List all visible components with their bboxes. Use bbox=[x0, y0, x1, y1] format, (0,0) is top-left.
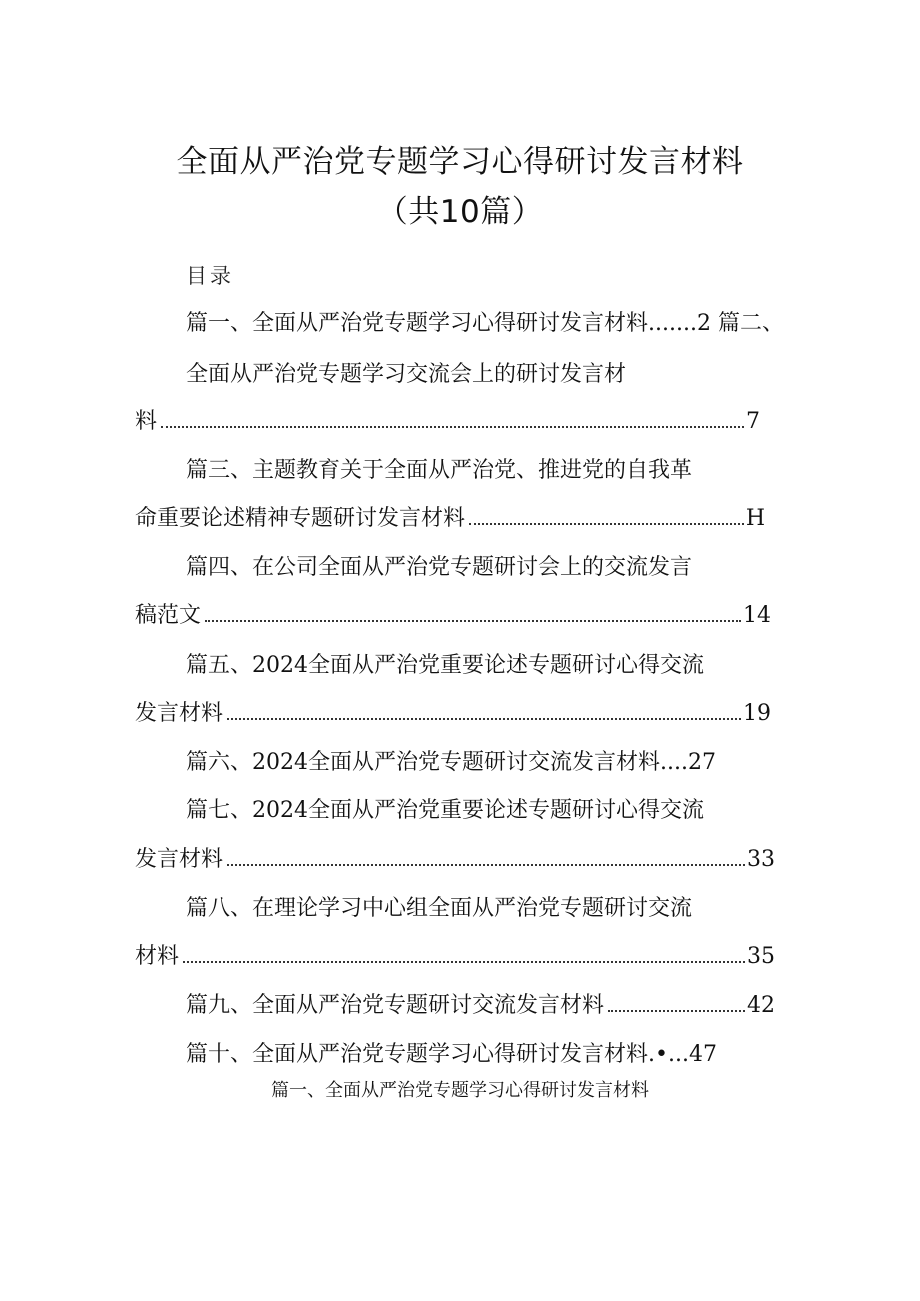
toc-entry-5-line1: 篇五、2024全面从严治党重要论述专题研讨心得交流 bbox=[186, 653, 704, 678]
toc-entry-7-line2 bbox=[135, 845, 775, 875]
document-subtitle: （共10篇） bbox=[376, 194, 544, 230]
toc-entry-6: 篇六、2024全面从严治党专题研讨交流发言材料....27 bbox=[186, 750, 716, 775]
toc-entry-7-line1: 篇七、2024全面从严治党重要论述专题研讨心得交流 bbox=[186, 798, 704, 823]
document-title: 全面从严治党专题学习心得研讨发言材料 bbox=[176, 144, 744, 180]
toc-entry-2-text: 料 bbox=[135, 409, 158, 434]
section-heading: 篇一、全面从严治党专题学习心得研讨发言材料 bbox=[271, 1080, 649, 1101]
dot-leader bbox=[227, 718, 741, 720]
toc-entry-3-text: 命重要论述精神专题研讨发言材料 bbox=[135, 506, 466, 531]
toc-entry-3-line1: 篇三、主题教育关于全面从严治党、推进党的自我革 bbox=[186, 458, 693, 483]
toc-entry-2-line1: 全面从严治党专题学习交流会上的研讨发言材 bbox=[186, 362, 627, 387]
dot-leader bbox=[205, 620, 741, 622]
toc-entry-8-line2 bbox=[135, 942, 775, 972]
dot-leader bbox=[469, 523, 744, 525]
toc-entry-3-line2 bbox=[135, 504, 765, 534]
toc-entry-3-page: H bbox=[745, 506, 765, 531]
toc-entry-5-page: 19 bbox=[743, 701, 771, 726]
dot-leader bbox=[161, 426, 744, 428]
toc-entry-7-page: 33 bbox=[747, 847, 775, 872]
toc-entry-2-page: 7 bbox=[746, 409, 760, 434]
toc-entry-9 bbox=[186, 991, 775, 1021]
dot-leader bbox=[183, 961, 745, 963]
toc-entry-4-line2 bbox=[135, 601, 771, 631]
toc-entry-7-text: 发言材料 bbox=[135, 847, 224, 872]
toc-entry-1: 篇一、全面从严治党专题学习心得研讨发言材料.......2 篇二、 bbox=[186, 311, 784, 336]
toc-entry-8-text: 材料 bbox=[135, 944, 180, 969]
toc-entry-9-text: 篇九、全面从严治党专题研讨交流发言材料 bbox=[186, 993, 605, 1018]
toc-entry-8-line1: 篇八、在理论学习中心组全面从严治党专题研讨交流 bbox=[186, 896, 693, 921]
toc-entry-10: 篇十、全面从严治党专题学习心得研讨发言材料.•...47 bbox=[186, 1042, 717, 1067]
toc-entry-2-line2 bbox=[135, 407, 760, 437]
toc-entry-4-text: 稿范文 bbox=[135, 603, 202, 628]
toc-entry-5-line2 bbox=[135, 699, 771, 729]
toc-entry-4-page: 14 bbox=[743, 603, 771, 628]
toc-entry-9-page: 42 bbox=[747, 993, 775, 1018]
toc-label: 目录 bbox=[186, 264, 234, 288]
toc-entry-5-text: 发言材料 bbox=[135, 701, 224, 726]
dot-leader bbox=[608, 1010, 745, 1012]
toc-entry-8-page: 35 bbox=[747, 944, 775, 969]
dot-leader bbox=[227, 864, 745, 866]
toc-entry-4-line1: 篇四、在公司全面从严治党专题研讨会上的交流发言 bbox=[186, 555, 693, 580]
